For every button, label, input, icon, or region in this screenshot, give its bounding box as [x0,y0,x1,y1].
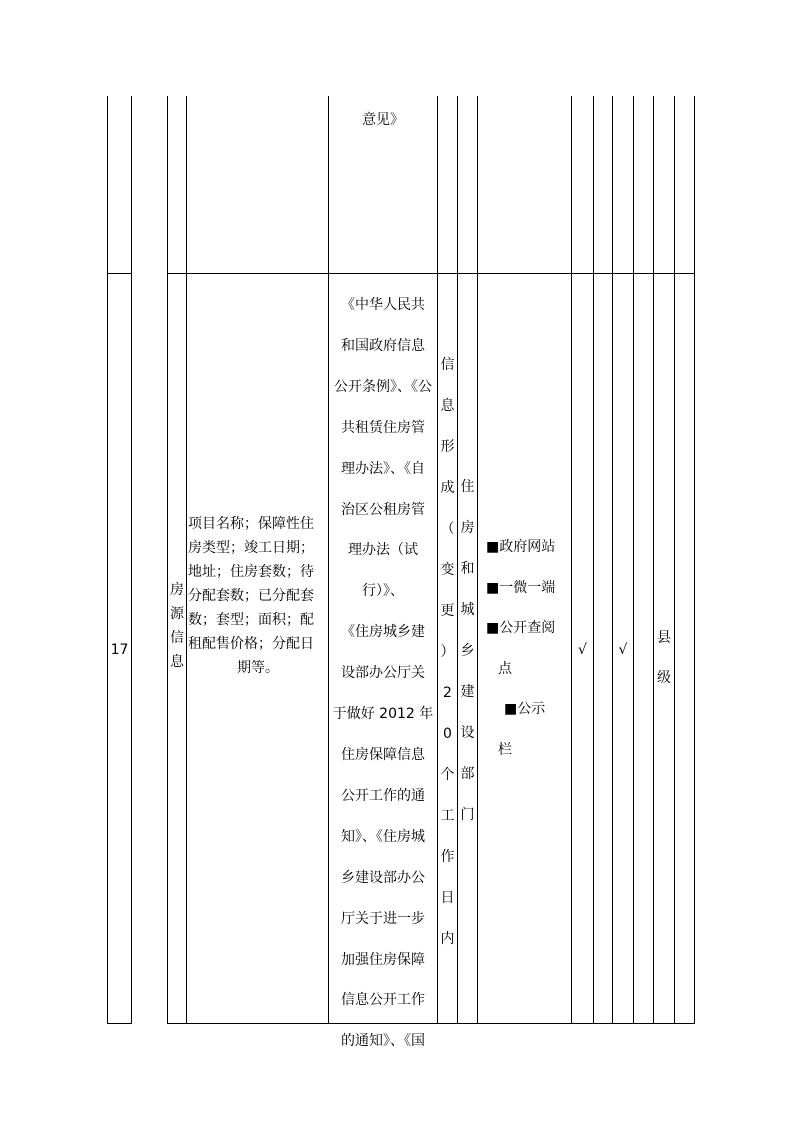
basis-line: 厅关于进一步 [341,910,425,927]
basis-line: 公开工作的通 [341,787,425,804]
basis-line: 住房保障信息 [341,746,425,763]
time-char: 作 [440,849,455,865]
time-char: 内 [440,931,455,947]
basis-cell [329,285,437,1062]
channel-item: ■政府网站 [486,539,556,555]
content-cell [188,512,328,680]
item-char: 房 [170,582,184,598]
basis-line: 治区公租房管 [341,501,425,518]
check-mark-b: √ [618,642,628,658]
time-char: 0 [443,726,452,742]
level-char: 县 [657,630,671,646]
dept-char: 房 [460,520,475,536]
channel-item: 点 [498,660,512,677]
grid-line [477,96,478,1024]
time-limit [438,345,457,960]
grid-line [612,96,613,1024]
basis-line: 知》、《住房城 [341,828,425,845]
item-char: 息 [170,654,184,670]
channel-item: ■公开查阅 [486,620,556,636]
grid-line [633,96,634,1024]
content-line: 分配套数；已分配套 [188,588,314,604]
dept-char: 城 [460,602,475,618]
dept-char: 和 [460,561,475,577]
row-divider [107,273,132,274]
grid-line [694,96,695,1024]
basis-line: 《中华人民共 [341,297,425,313]
basis-line: 加强住房保障 [341,951,425,968]
check-mark-a: √ [578,642,587,658]
dept-char: 门 [460,807,475,823]
channels-cell [486,527,572,770]
time-char: （ [440,521,455,537]
basis-line: 公开条例》、《公 [334,378,432,395]
grid-line [653,96,654,1024]
time-char: 更 [440,603,455,619]
time-char: 信 [440,357,455,373]
item-char: 源 [170,606,184,622]
grid-line [186,96,187,1024]
dept-char: 部 [460,766,475,782]
basis-line: 理办法》、《自 [341,460,425,477]
dept-char: 乡 [460,643,475,659]
basis-line: 于做好 2012 年 [332,706,434,723]
level-char: 级 [657,670,671,686]
basis-line: 《住房城乡建 [341,624,425,641]
item-name [168,578,186,674]
content-line: 数；套型；面积；配 [188,612,314,628]
content-line: 期等。 [237,660,279,676]
content-line: 地址；住房套数；待 [188,564,314,580]
time-char: 形 [440,439,455,455]
basis-line: 信息公开工作 [341,992,425,1009]
level [654,618,674,698]
row-divider [167,273,695,274]
basis-line: 理办法（试行）》、 [348,542,418,600]
table-bottom [107,1023,132,1024]
content-line: 项目名称；保障性住 [188,516,314,532]
time-char: 变 [440,562,455,578]
grid-line [674,96,675,1024]
basis-line: 乡建设部办公 [341,869,425,886]
time-char: 息 [440,398,455,414]
grid-line [107,96,108,1024]
grid-line [131,96,132,1024]
channel-item: 栏 [498,741,512,758]
dept-char: 住 [460,479,475,495]
channel-item: ■一微一端 [486,579,556,596]
grid-line [167,96,168,1024]
time-char: ） [440,644,455,660]
dept-char: 设 [460,725,475,741]
basis-tail-text: 意见》 [362,112,404,128]
basis-line: 共租赁住房管 [341,419,425,436]
dept-char: 建 [460,684,475,700]
time-char: 日 [440,890,455,906]
responsible-dept [458,467,477,836]
channel-item: ■公示 [504,701,546,717]
grid-line [593,96,594,1024]
basis-line: 的通知》、《国 [341,1033,425,1050]
content-line: 租配售价格；分配日 [188,636,314,652]
time-char: 2 [443,685,452,701]
basis-line: 设部办公厅关 [341,665,425,682]
content-line: 房类型；竣工日期； [188,540,314,556]
time-char: 成 [440,480,455,496]
item-char: 信 [170,630,184,646]
time-char: 个 [440,767,455,783]
basis-line: 和国政府信息 [341,337,425,354]
row-number: 17 [110,642,129,658]
time-char: 工 [440,808,455,824]
